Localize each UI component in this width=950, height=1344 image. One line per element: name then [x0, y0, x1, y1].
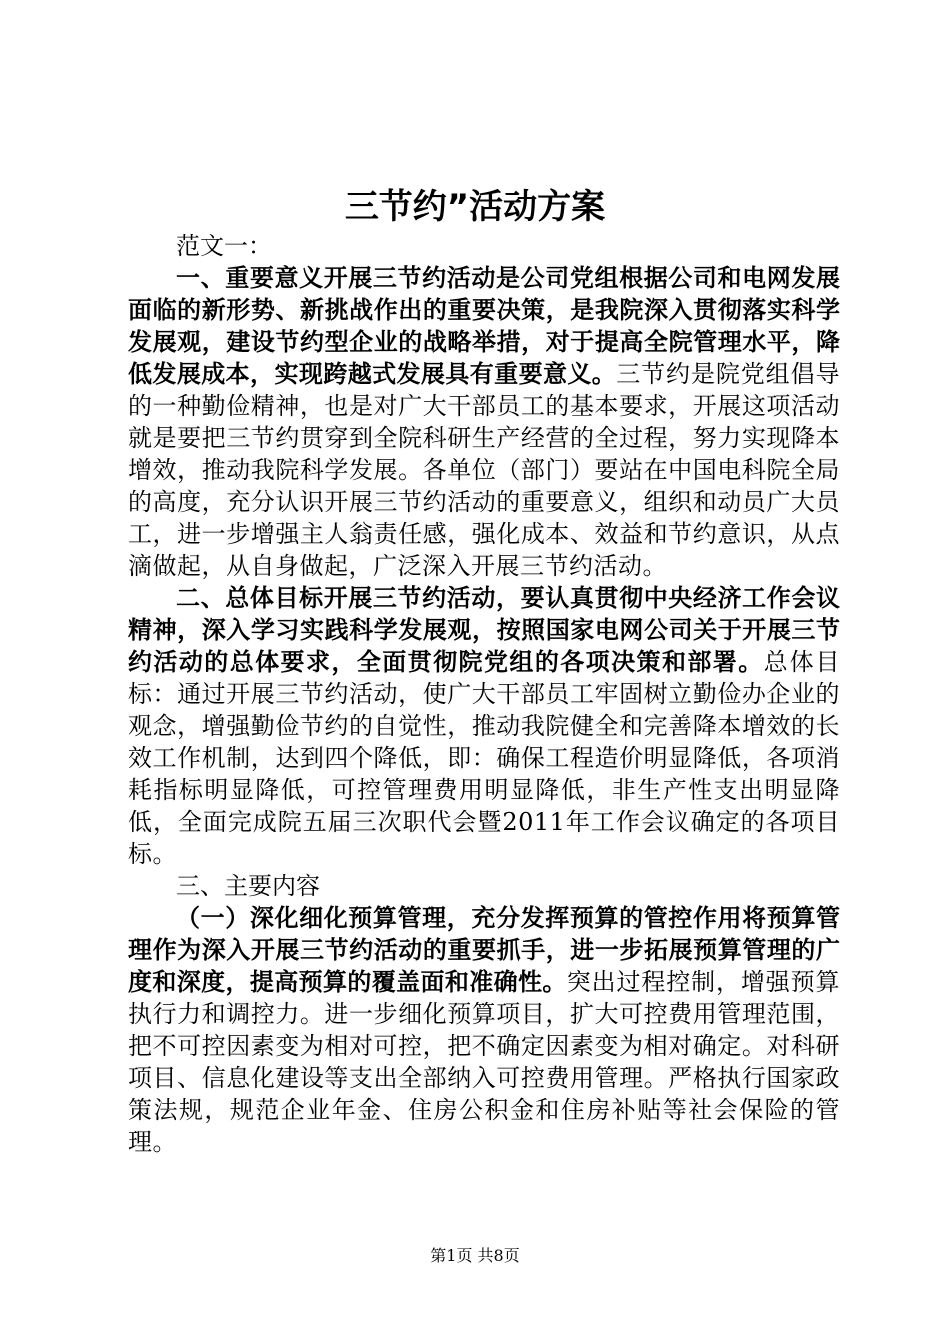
- section-3-heading: 三、主要内容: [176, 872, 320, 900]
- subsection-1-lead: （一）深化细化预算管理，充分发挥预算的管控作用将预算管理作为深入开展三节约活动的重要抓手，进一步拓展预算管理的广度和深度，提高预算的覆盖面和准确性。: [128, 904, 840, 996]
- subsection-1-paragraph: [128, 902, 840, 1158]
- section-1-lead: 一、重要意义开展三节约活动是公司党组根据公司和电网发展面临的新形势、新挑战作出的重要决策，是我院深入贯彻落实科学发展观，建设节约型企业的战略举措，对于提高全院管理水平，降低发展成本，实现跨越式发展具有重要意义。: [128, 264, 840, 388]
- section-2-lead: 二、总体目标开展三节约活动，要认真贯彻中央经济工作会议精神，深入学习实践科学发展观，按照国家电网公司关于开展三节约活动的总体要求，全面贯彻院党组的各项决策和部署。: [128, 584, 840, 676]
- document-title: 三节约”活动方案: [344, 187, 606, 227]
- section-2-body: 总体目标：通过开展三节约活动，使广大干部员工牢固树立勤俭办企业的观念，增强勤俭节约的自觉性，推动我院健全和完善降本增效的长效工作机制，达到四个降低，即：确保工程造价明显降低，各项消耗指标明显降低，可控管理费用明显降低，非生产性支出明显降低，全面完成院五届三次职代会暨2011年工作会议确定的各项目标。: [128, 648, 841, 868]
- subsection-1-body: 突出过程控制，增强预算执行力和调控力。进一步细化预算项目，扩大可控费用管理范围，把不可控因素变为相对可控，把不确定因素变为相对确定。对科研项目、信息化建设等支出全部纳入可控费用管理。严格执行国家政策法规，规范企业年金、住房公积金和住房补贴等社会保险的管理。: [128, 968, 840, 1156]
- section-3-heading-line: [128, 870, 840, 902]
- section-1-body: 三节约是院党组倡导的一种勤俭精神，也是对广大干部员工的基本要求，开展这项活动就是要把三节约贯穿到全院科研生产经营的全过程，努力实现降本增效，推动我院科学发展。各单位（部门）要站在中国电科院全局的高度，充分认识开展三节约活动的重要意义，组织和动员广大员工，进一步增强主人翁责任感，强化成本、效益和节约意识，从点滴做起，从自身做起，广泛深入开展三节约活动。: [128, 360, 841, 580]
- intro-line: [128, 230, 840, 262]
- document-body: [128, 230, 840, 1158]
- intro-text: 范文一：: [176, 232, 272, 260]
- section-2-paragraph: [128, 582, 840, 870]
- section-1-paragraph: [128, 262, 840, 582]
- page-footer: 第1页 共8页: [430, 1246, 520, 1265]
